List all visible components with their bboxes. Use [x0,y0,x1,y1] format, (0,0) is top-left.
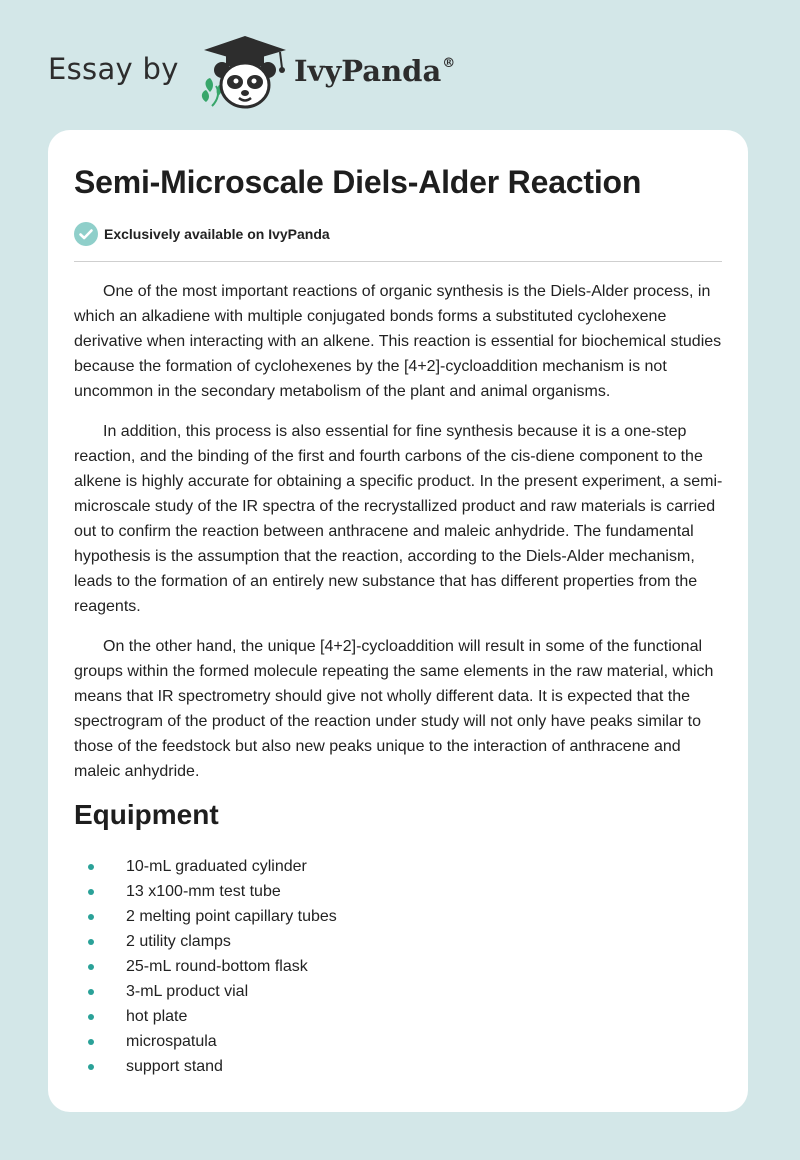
exclusive-badge [74,222,330,246]
list-item: 10-mL graduated cylinder [74,854,724,879]
list-item: 2 utility clamps [74,929,724,954]
panda-graduate-logo-icon[interactable] [198,30,293,112]
ivypanda-brand-logo[interactable]: IvyPanda® [294,54,456,88]
list-item: 2 melting point capillary tubes [74,904,724,929]
list-item: 25-mL round-bottom flask [74,954,724,979]
exclusive-badge-label: Exclusively available on IvyPanda [104,226,330,242]
paragraph: In addition, this process is also essential for fine synthesis because it is a one-step reaction, and the binding of the first and fourth carbons of the cis-diene component to the alkene is highly accurate for obtaining a specific product. In the present experiment, a semi-microscale study of the IR spectra of the recrystallized product and raw materials is carried out to confirm the reaction between anthracene and maleic anhydride. The fundamental hypothesis is the assumption that the reaction, according to the Diels-Alder mechanism, leads to the formation of an entirely new substance that has different properties from the reagents. [74,423,723,615]
essay-body [74,279,724,1079]
list-item: microspatula [74,1029,724,1054]
list-item: hot plate [74,1004,724,1029]
list-item: 13 x100-mm test tube [74,879,724,904]
paragraph: One of the most important reactions of organic synthesis is the Diels-Alder process, in which an alkadiene with multiple conjugated bonds forms a substituted cyclohexene derivative when interacting with an alkene. This reaction is essential for biochemical studies because the formation of cyclohexenes by the [4+2]-cycloaddition mechanism is not uncommon in the secondary metabolism of the plant and animal organisms. [74,283,722,400]
list-item: support stand [74,1054,724,1079]
paragraph: On the other hand, the unique [4+2]-cycloaddition will result in some of the functional groups within the formed molecule repeating the same elements in the raw material, which means that IR spectrometry should give not wholly different data. It is expected that the spectrogram of the product of the reaction under study will not only have peaks similar to those of the feedstock but also new peaks unique to the interaction of anthracene and maleic anhydride. [74,638,714,780]
essay-by-label: Essay by [48,52,179,86]
list-item: 3-mL product vial [74,979,724,1004]
site-header [48,30,508,110]
equipment-list [74,854,724,1079]
essay-card [48,130,748,1112]
divider [74,261,722,262]
equipment-heading: Equipment [74,799,219,830]
page-title: Semi-Microscale Diels-Alder Reaction [74,164,642,200]
check-circle-icon [74,222,98,246]
